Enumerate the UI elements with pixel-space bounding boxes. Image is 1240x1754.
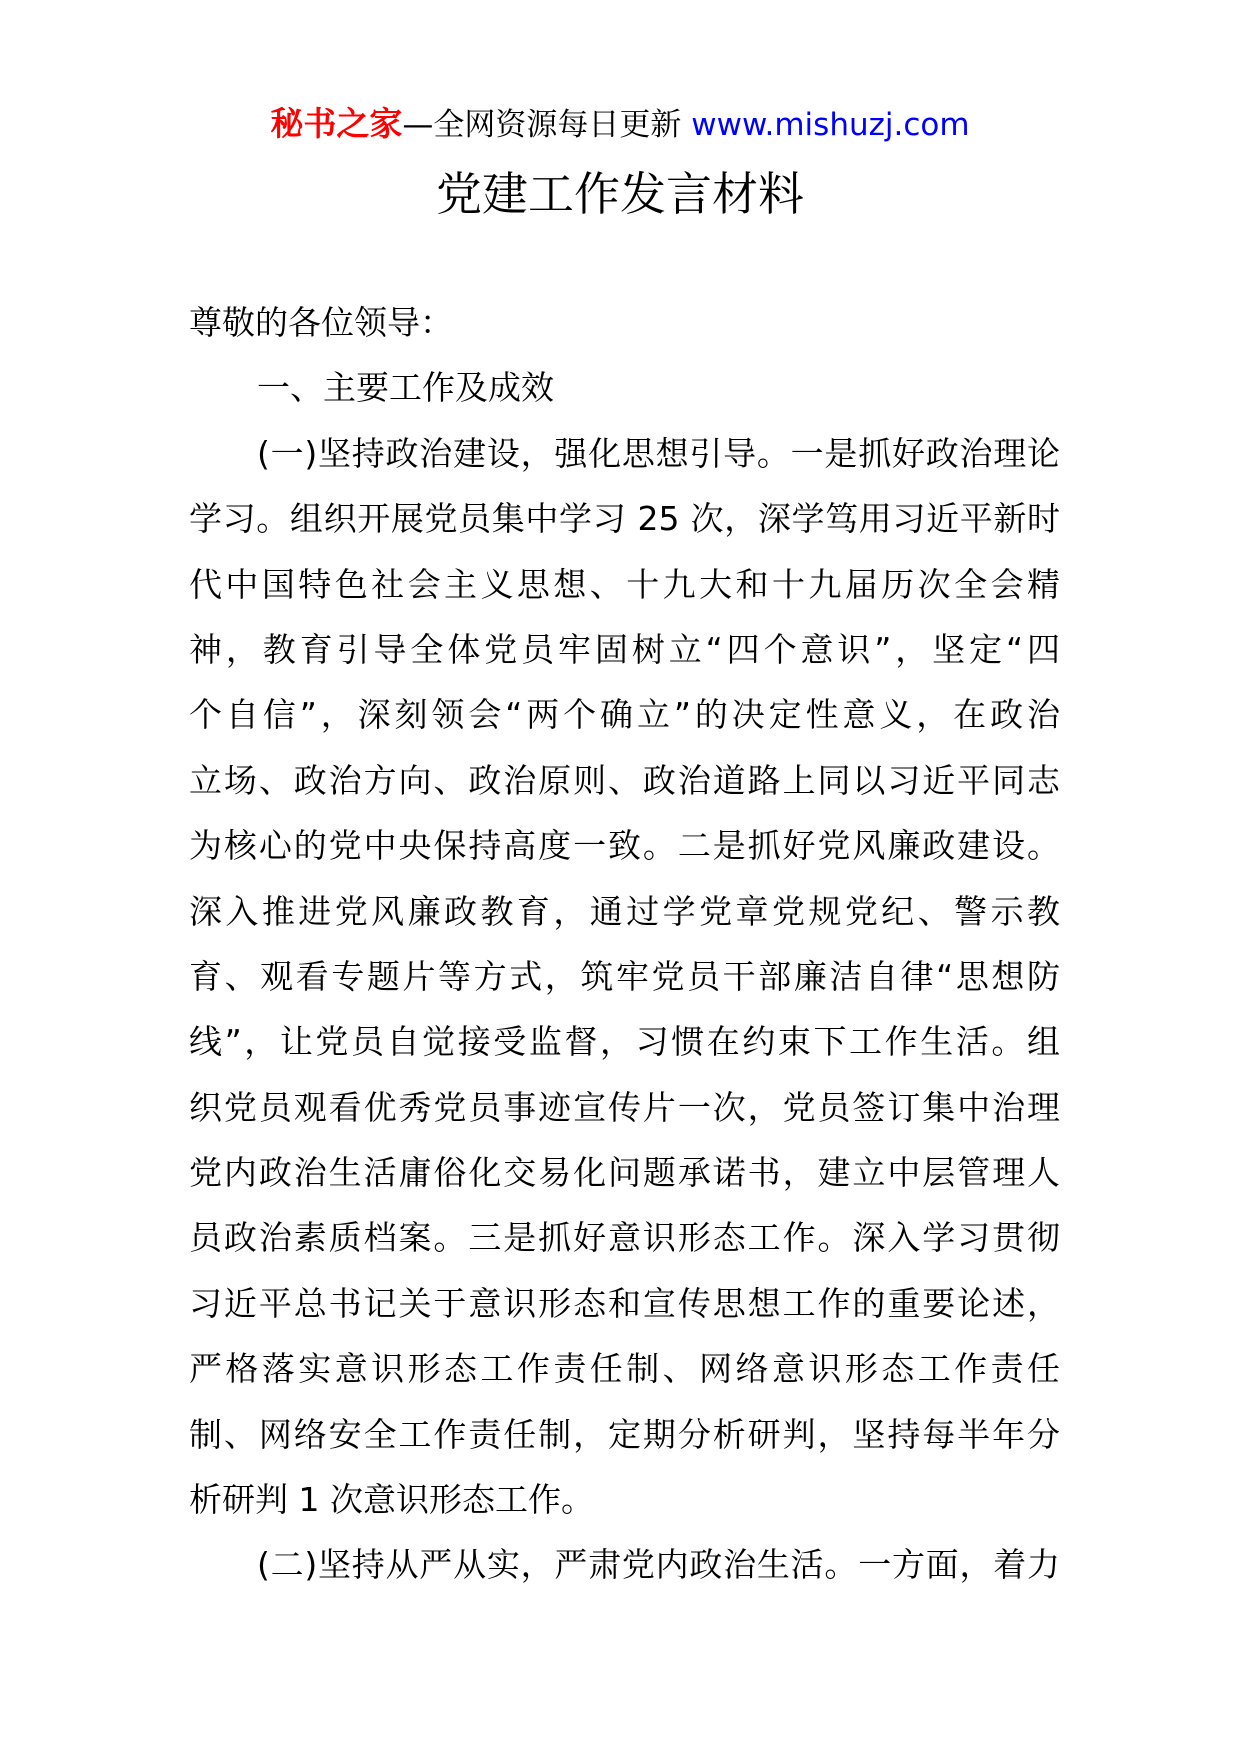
- brand-name: 秘书之家: [270, 104, 403, 143]
- paragraph-1: [189, 421, 1060, 1533]
- document-title: 党建工作发言材料: [436, 167, 804, 221]
- text-line: 党内政治生活庸俗化交易化问题承诺书，建立中层管理人: [189, 1153, 1060, 1193]
- document-body: [189, 290, 1060, 1598]
- header-tagline: —全网资源每日更新: [402, 107, 692, 143]
- text-line: 个自信”，深刻领会“两个确立”的决定性意义，在政治: [189, 695, 1060, 735]
- text-line: 习近平总书记关于意识形态和宣传思想工作的重要论述，: [189, 1283, 1060, 1323]
- text-line: (二)坚持从严从实，严肃党内政治生活。一方面，着力: [257, 1545, 1060, 1585]
- text-line: 深入推进党风廉政教育，通过学党章党规党纪、警示教: [189, 891, 1060, 931]
- header-url: www.mishuzj.com: [691, 107, 970, 143]
- text-line: 析研判 1 次意识形态工作。: [189, 1480, 594, 1520]
- text-line: 育、观看专题片等方式，筑牢党员干部廉洁自律“思想防: [189, 956, 1060, 996]
- text-line: 神，教育引导全体党员牢固树立“四个意识”，坚定“四: [189, 629, 1060, 669]
- text-line: 严格落实意识形态工作责任制、网络意识形态工作责任: [189, 1349, 1060, 1389]
- paragraph-2: [189, 1532, 1060, 1597]
- text-line: 制、网络安全工作责任制，定期分析研判，坚持每半年分: [189, 1414, 1060, 1454]
- text-line: 织党员观看优秀党员事迹宣传片一次，党员签订集中治理: [189, 1087, 1060, 1127]
- text-line: 为核心的党中央保持高度一致。二是抓好党风廉政建设。: [189, 826, 1060, 866]
- page-header: [0, 104, 1240, 145]
- section-heading: 一、主要工作及成效: [257, 368, 554, 408]
- text-line: 代中国特色社会主义思想、十九大和十九届历次全会精: [189, 564, 1060, 604]
- text-line: (一)坚持政治建设，强化思想引导。一是抓好政治理论: [257, 433, 1060, 473]
- text-line: 线”，让党员自觉接受监督，习惯在约束下工作生活。组: [189, 1022, 1060, 1062]
- salutation: 尊敬的各位领导：: [189, 303, 453, 342]
- text-line: 立场、政治方向、政治原则、政治道路上同以习近平同志: [189, 760, 1060, 800]
- text-line: 学习。组织开展党员集中学习 25 次，深学笃用习近平新时: [189, 499, 1060, 539]
- text-line: 员政治素质档案。三是抓好意识形态工作。深入学习贯彻: [189, 1218, 1060, 1258]
